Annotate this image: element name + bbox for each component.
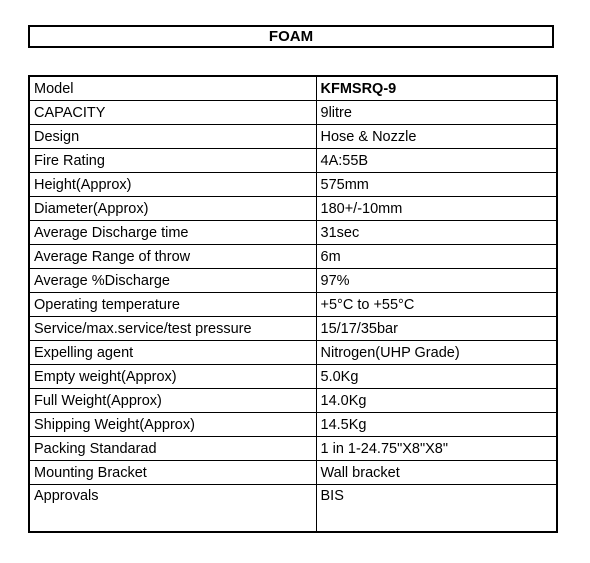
spec-value: 14.5Kg bbox=[316, 413, 557, 437]
spec-value: 180+/-10mm bbox=[316, 197, 557, 221]
spec-row bbox=[29, 341, 557, 365]
spec-value: Nitrogen(UHP Grade) bbox=[316, 341, 557, 365]
spec-row bbox=[29, 461, 557, 485]
spec-value: 6m bbox=[316, 245, 557, 269]
spec-value: 97% bbox=[316, 269, 557, 293]
spec-value: Wall bracket bbox=[316, 461, 557, 485]
spec-value: 14.0Kg bbox=[316, 389, 557, 413]
spec-row bbox=[29, 101, 557, 125]
spec-label: Service/max.service/test pressure bbox=[29, 317, 316, 341]
spec-value: 15/17/35bar bbox=[316, 317, 557, 341]
spec-row bbox=[29, 221, 557, 245]
spec-label: Average Range of throw bbox=[29, 245, 316, 269]
spec-row bbox=[29, 413, 557, 437]
spec-label: Approvals bbox=[29, 485, 316, 533]
spec-label: Design bbox=[29, 125, 316, 149]
spec-label: Diameter(Approx) bbox=[29, 197, 316, 221]
spec-row bbox=[29, 76, 557, 101]
spec-row bbox=[29, 197, 557, 221]
spec-value: KFMSRQ-9 bbox=[316, 76, 557, 101]
spec-label: CAPACITY bbox=[29, 101, 316, 125]
spec-value: 1 in 1-24.75"X8"X8" bbox=[316, 437, 557, 461]
spec-value: 4A:55B bbox=[316, 149, 557, 173]
spec-row bbox=[29, 437, 557, 461]
spec-row bbox=[29, 269, 557, 293]
spec-value: 5.0Kg bbox=[316, 365, 557, 389]
spec-label: Average %Discharge bbox=[29, 269, 316, 293]
spec-label: Full Weight(Approx) bbox=[29, 389, 316, 413]
spec-row bbox=[29, 317, 557, 341]
spec-table-body bbox=[29, 76, 557, 532]
spec-value: Hose & Nozzle bbox=[316, 125, 557, 149]
spec-value: 575mm bbox=[316, 173, 557, 197]
spec-label: Average Discharge time bbox=[29, 221, 316, 245]
spec-row bbox=[29, 149, 557, 173]
spec-value: 9litre bbox=[316, 101, 557, 125]
spec-label: Packing Standarad bbox=[29, 437, 316, 461]
spec-row bbox=[29, 365, 557, 389]
spec-row bbox=[29, 125, 557, 149]
spec-row bbox=[29, 485, 557, 533]
spec-label: Shipping Weight(Approx) bbox=[29, 413, 316, 437]
spec-label: Fire Rating bbox=[29, 149, 316, 173]
spec-label: Empty weight(Approx) bbox=[29, 365, 316, 389]
spec-value: 31sec bbox=[316, 221, 557, 245]
spec-row bbox=[29, 389, 557, 413]
spec-label: Height(Approx) bbox=[29, 173, 316, 197]
spec-value: BIS bbox=[316, 485, 557, 533]
spec-row bbox=[29, 173, 557, 197]
spec-row bbox=[29, 245, 557, 269]
spec-label: Model bbox=[29, 76, 316, 101]
spec-value: +5°C to +55°C bbox=[316, 293, 557, 317]
spec-label: Expelling agent bbox=[29, 341, 316, 365]
document-title: FOAM bbox=[28, 25, 554, 48]
spec-table bbox=[28, 75, 558, 533]
spec-label: Operating temperature bbox=[29, 293, 316, 317]
spec-row bbox=[29, 293, 557, 317]
spec-label: Mounting Bracket bbox=[29, 461, 316, 485]
